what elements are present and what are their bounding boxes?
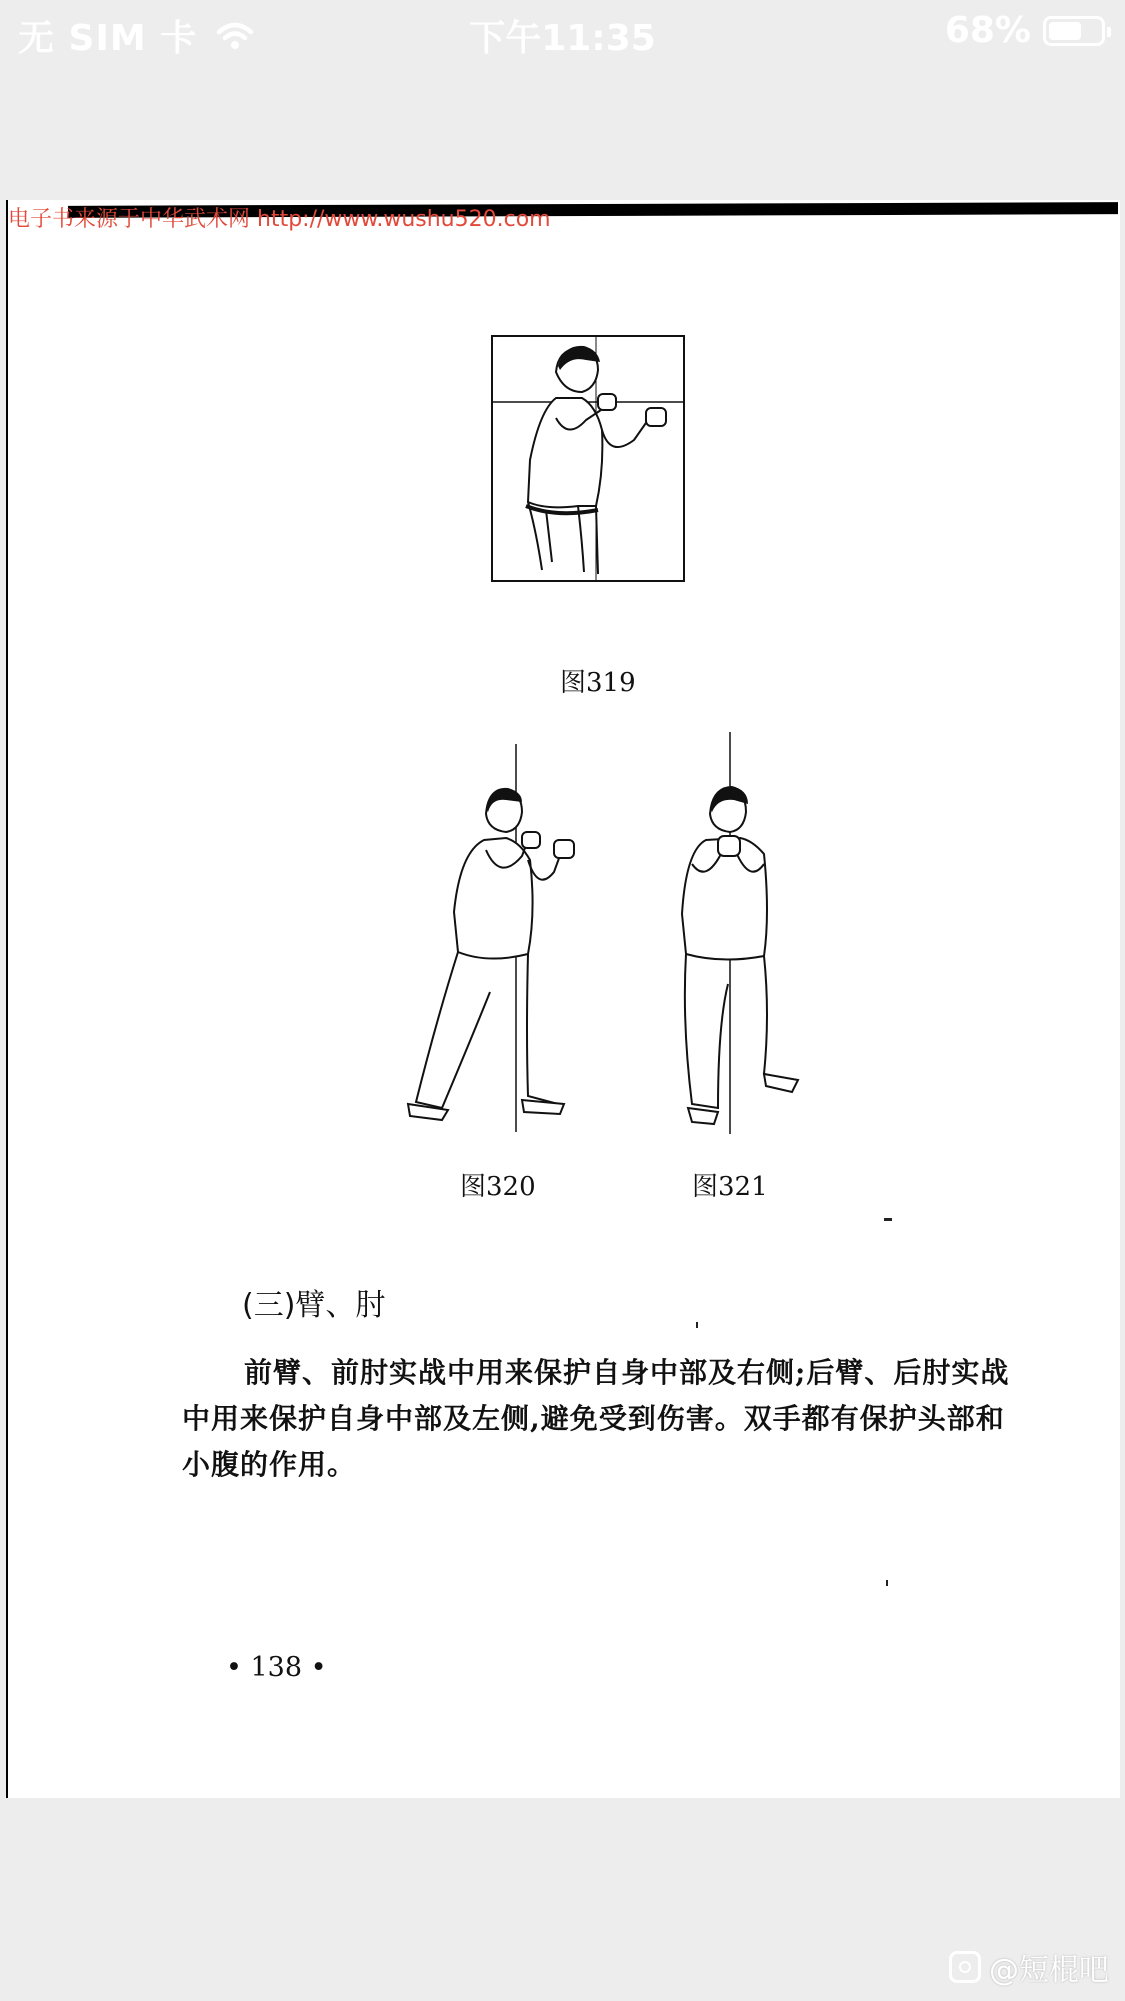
- status-bar: [0, 0, 1125, 64]
- battery-percent: 68%: [944, 10, 1031, 51]
- figure-caption: 图320: [460, 1172, 536, 1202]
- print-speck: [886, 1580, 888, 1586]
- page-number: • 138 •: [226, 1652, 327, 1683]
- battery-icon: [1043, 16, 1105, 46]
- figure-319-illustration: [486, 330, 696, 590]
- section-heading: (三)臂、肘: [242, 1288, 386, 1323]
- book-page[interactable]: [6, 200, 1120, 1798]
- figure-caption: 图319: [560, 668, 636, 698]
- battery-level-fill: [1049, 22, 1081, 40]
- watermark-text: @短棍吧: [989, 1953, 1109, 1988]
- figure-caption: 图321: [692, 1172, 768, 1202]
- print-speck: [884, 1218, 892, 1221]
- status-right: [945, 10, 1105, 51]
- figure-320-illustration: [388, 732, 588, 1142]
- print-speck: [696, 1322, 698, 1328]
- carrier-label: 无 SIM 卡: [18, 18, 198, 59]
- status-time: 下午11:35: [469, 18, 656, 59]
- weibo-like-logo-icon: [949, 1951, 981, 1983]
- body-paragraph: 前臂、前肘实战中用来保护自身中部及右侧;后臂、后肘实战中用来保护自身中部及左侧,避免受到伤害。双手都有保护头部和小腹的作用。: [182, 1356, 1010, 1481]
- corner-watermark: [949, 1945, 1109, 1989]
- figure-321-illustration: [652, 724, 812, 1144]
- source-watermark: 电子书来源于中华武术网 http://www.wushu520.com: [8, 207, 551, 232]
